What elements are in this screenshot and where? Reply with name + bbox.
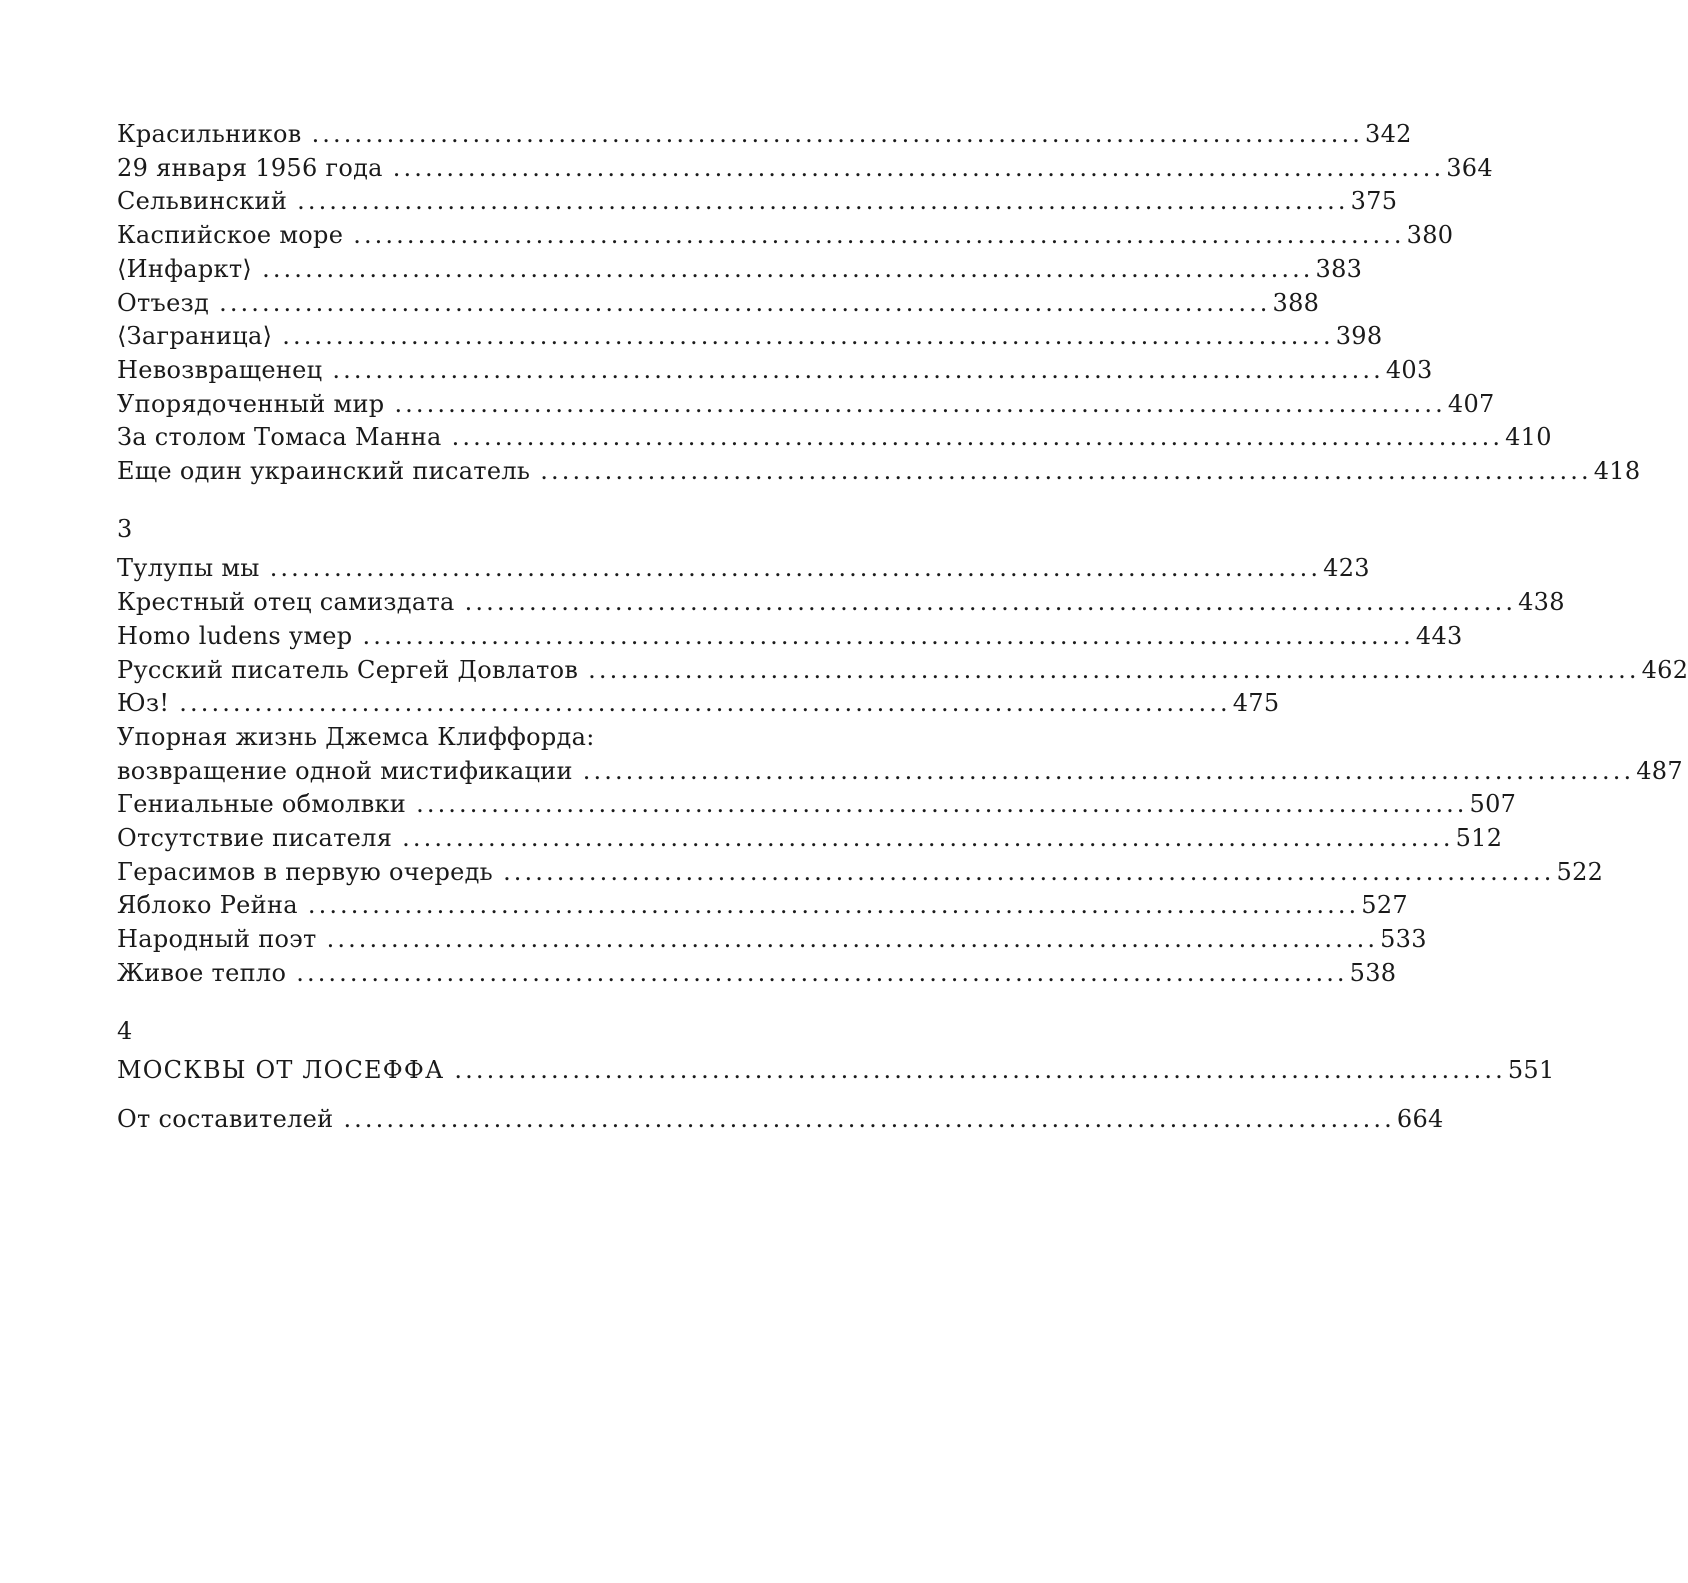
toc-entry-title: Русский писатель Сергей Довлатов bbox=[117, 655, 579, 684]
toc-entry-page: 423 bbox=[1323, 554, 1370, 583]
toc-entry-page: 527 bbox=[1361, 891, 1409, 920]
toc-entry-title: ⟨Заграница⟩ bbox=[117, 322, 273, 351]
dot-leader: .................................................................................................. bbox=[392, 153, 1445, 182]
toc-entry[interactable] bbox=[117, 320, 1383, 354]
toc-entry-title: ⟨Инфаркт⟩ bbox=[117, 254, 253, 283]
toc-entry-title: Сельвинский bbox=[117, 187, 288, 216]
section-number: 3 bbox=[117, 514, 133, 543]
toc-entry-title: Еще один украинский писатель bbox=[117, 457, 531, 486]
toc-entry-title: За столом Томаса Манна bbox=[117, 423, 442, 452]
dot-leader: .................................................................................................. bbox=[588, 655, 1640, 684]
toc-entry-title: Гениальные обмолвки bbox=[117, 790, 407, 819]
toc-entry-title: Живое тепло bbox=[117, 958, 287, 987]
toc-entry[interactable] bbox=[117, 253, 1363, 287]
toc-entry-page: 418 bbox=[1593, 457, 1641, 486]
dot-leader: .................................................................................................. bbox=[311, 120, 1363, 148]
toc-entry-page: 664 bbox=[1396, 1104, 1444, 1133]
dot-leader: .................................................................................................. bbox=[362, 621, 1414, 650]
dot-leader: .................................................................................................. bbox=[394, 389, 1446, 418]
dot-leader: .................................................................................................. bbox=[297, 187, 1349, 216]
dot-leader: .................................................................................................. bbox=[454, 1056, 1506, 1085]
toc-entry-title: Отъезд bbox=[117, 288, 210, 317]
toc-entry[interactable] bbox=[117, 552, 1370, 586]
toc-entry-page: 364 bbox=[1446, 153, 1493, 182]
toc-entry-title: От составителей bbox=[117, 1104, 334, 1133]
toc-entry-page: 388 bbox=[1272, 288, 1320, 317]
toc-entry-page: 475 bbox=[1232, 689, 1280, 718]
toc-entry-page: 375 bbox=[1350, 187, 1398, 216]
toc-entry[interactable] bbox=[117, 856, 1604, 890]
toc-entry-title: Упорядоченный мир bbox=[117, 389, 385, 418]
dot-leader: .................................................................................................. bbox=[262, 254, 1314, 283]
toc-entry[interactable] bbox=[117, 219, 1454, 253]
dot-leader: .................................................................................................. bbox=[416, 790, 1468, 819]
toc-entry-title-line1[interactable]: Упорная жизнь Джемса Клиффорда: bbox=[117, 722, 595, 751]
toc-entry-title: Отсутствие писателя bbox=[117, 824, 393, 853]
toc-entry[interactable] bbox=[117, 755, 1683, 789]
toc-entry-page: 438 bbox=[1518, 588, 1565, 617]
toc-entry[interactable] bbox=[117, 654, 1688, 688]
toc-entry[interactable] bbox=[117, 388, 1495, 422]
toc-entry-title: Каспийское море bbox=[117, 221, 344, 250]
toc-entry[interactable] bbox=[117, 354, 1433, 388]
toc-entry[interactable] bbox=[117, 421, 1552, 455]
toc-entry[interactable] bbox=[117, 586, 1565, 620]
toc-entry[interactable] bbox=[117, 152, 1493, 186]
toc-entry-page: 551 bbox=[1507, 1056, 1555, 1085]
toc-entry[interactable] bbox=[117, 687, 1280, 721]
toc-entry-title: 29 января 1956 года bbox=[117, 153, 383, 182]
dot-leader: .................................................................................................. bbox=[582, 756, 1635, 785]
toc-entry[interactable] bbox=[117, 889, 1409, 923]
toc-entry-title: Народный поэт bbox=[117, 925, 317, 954]
toc-entry[interactable] bbox=[117, 788, 1517, 822]
dot-leader: .................................................................................................. bbox=[402, 824, 1454, 853]
toc-entry-page: 487 bbox=[1636, 756, 1683, 785]
toc-entry-title: Юз! bbox=[117, 689, 170, 718]
toc-entry[interactable] bbox=[117, 455, 1641, 489]
toc-entry[interactable] bbox=[117, 957, 1397, 991]
toc-entry[interactable] bbox=[117, 185, 1398, 219]
dot-leader: .................................................................................................. bbox=[179, 689, 1231, 718]
toc-entry[interactable] bbox=[117, 287, 1320, 321]
dot-leader: .................................................................................................. bbox=[464, 588, 1517, 617]
toc-entry-page: 407 bbox=[1447, 389, 1495, 418]
toc-entry-title: Тулупы мы bbox=[117, 554, 260, 583]
toc-entry-title: МОСКВЫ ОТ ЛОСЕФФА bbox=[117, 1056, 445, 1085]
toc-entry-title: Homo ludens умер bbox=[117, 621, 353, 650]
toc-entry-page: 462 bbox=[1641, 655, 1688, 684]
dot-leader: .................................................................................................. bbox=[343, 1104, 1395, 1133]
dot-leader: .................................................................................................. bbox=[540, 457, 1592, 486]
toc-entry[interactable] bbox=[117, 822, 1503, 856]
toc-entry-page: 398 bbox=[1335, 322, 1383, 351]
toc-entry-page: 507 bbox=[1469, 790, 1517, 819]
toc-entry-page: 403 bbox=[1385, 355, 1433, 384]
dot-leader: .................................................................................................. bbox=[326, 925, 1379, 954]
dot-leader: .................................................................................................. bbox=[296, 958, 1348, 987]
dot-leader: .................................................................................................. bbox=[451, 423, 1504, 452]
toc-entry-page: 522 bbox=[1556, 857, 1604, 886]
dot-leader: .................................................................................................. bbox=[282, 322, 1334, 351]
dot-leader: .................................................................................................. bbox=[332, 355, 1384, 384]
toc-entry-page: 512 bbox=[1455, 824, 1503, 853]
table-of-contents bbox=[117, 118, 1688, 1137]
toc-entry-page: 342 bbox=[1365, 120, 1412, 148]
section-number: 4 bbox=[117, 1016, 133, 1045]
toc-entry-page: 538 bbox=[1349, 958, 1397, 987]
dot-leader: .................................................................................................. bbox=[219, 288, 1271, 317]
toc-entry-page: 383 bbox=[1315, 254, 1363, 283]
toc-entry[interactable] bbox=[117, 1103, 1444, 1137]
toc-entry-title-line2: возвращение одной мистификации bbox=[117, 756, 573, 785]
toc-entry[interactable] bbox=[117, 118, 1412, 152]
toc-entry-page: 380 bbox=[1406, 221, 1454, 250]
dot-leader: .................................................................................................. bbox=[269, 554, 1322, 583]
toc-entry[interactable] bbox=[117, 1054, 1555, 1088]
toc-entry-title: Крестный отец самиздата bbox=[117, 588, 455, 617]
toc-entry-title: Яблоко Рейна bbox=[117, 891, 298, 920]
toc-entry[interactable] bbox=[117, 923, 1427, 957]
dot-leader: .................................................................................................. bbox=[353, 221, 1405, 250]
spacer bbox=[117, 1088, 826, 1103]
toc-entry-title: Невозвращенец bbox=[117, 355, 323, 384]
toc-entry-page: 533 bbox=[1380, 925, 1427, 954]
toc-entry-page: 410 bbox=[1505, 423, 1552, 452]
toc-entry-page: 443 bbox=[1415, 621, 1463, 650]
toc-entry[interactable] bbox=[117, 620, 1463, 654]
dot-leader: .................................................................................................. bbox=[307, 891, 1360, 920]
toc-entry-title: Герасимов в первую очередь bbox=[117, 857, 494, 886]
dot-leader: .................................................................................................. bbox=[503, 857, 1555, 886]
toc-entry-title: Красильников bbox=[117, 120, 302, 148]
